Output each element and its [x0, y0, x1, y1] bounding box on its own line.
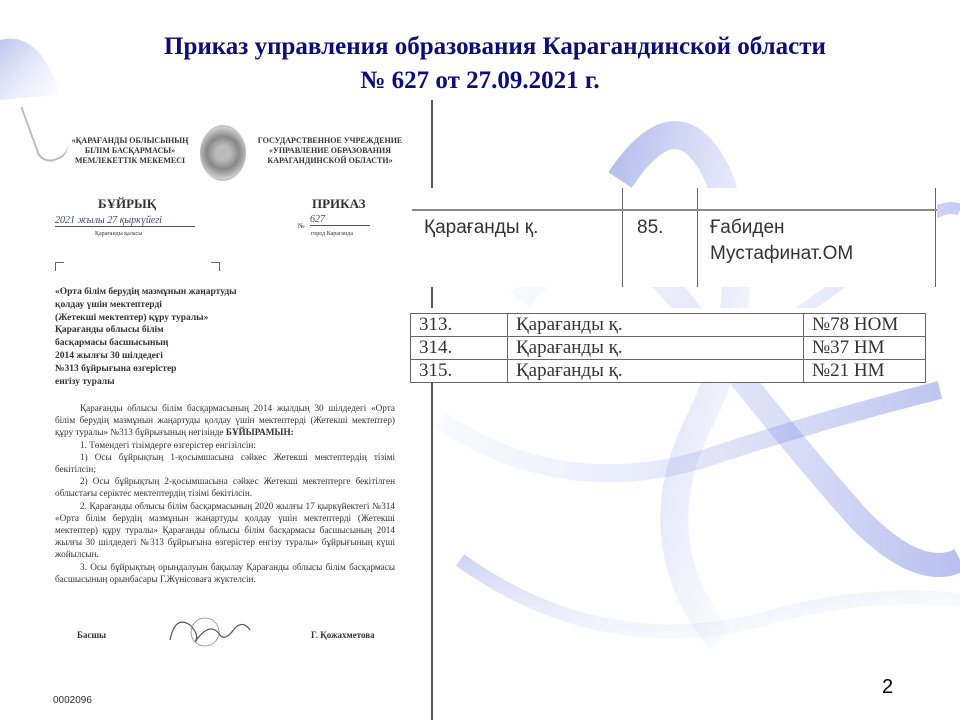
cell-school: №37 НМ: [804, 337, 926, 360]
order-date: 2021 жылы 27 қыркүйегі: [55, 215, 195, 227]
cell-school: [710, 215, 853, 267]
city-ru: город Караганда: [311, 231, 353, 237]
cell-city: Қарағанды қ.: [508, 314, 804, 337]
school-name-line: Мустафинат.ОМ: [710, 243, 854, 264]
subject-line: 2014 жылғы 30 шілдедегі: [55, 350, 163, 361]
table-row: [411, 337, 926, 360]
header-kz-line: БІЛІМ БАСҚАРМАСЫ»: [84, 146, 176, 155]
cell-number: 314.: [411, 337, 508, 360]
school-name-line: Ғабиден: [710, 217, 785, 238]
cell-school: №21 НМ: [804, 360, 926, 383]
slide-title-line2: № 627 от 27.09.2021 г.: [360, 67, 600, 94]
number-prefix: №: [298, 222, 305, 230]
subject-line: «Орта білім берудің мазмұнын жаңартуды: [55, 287, 237, 297]
table-row: [412, 209, 937, 289]
scanned-order-document: [15, 100, 430, 720]
cell-number: 313.: [411, 314, 508, 337]
subject-line: №313 бұйрығына өзгерістер: [55, 363, 177, 374]
bracket-corner: [55, 262, 64, 271]
order-number: 627: [310, 214, 370, 226]
header-ru-line: «УПРАВЛЕНИЕ ОБРАЗОВАНИЯ: [268, 146, 392, 155]
signature-icon: [165, 610, 255, 650]
header-ru-line: КАРАГАНДИНСКОЙ ОБЛАСТИ»: [267, 156, 393, 165]
subject-line: енгізу туралы: [55, 376, 115, 387]
order-body: [55, 402, 395, 585]
paragraph: 1. Төмендегі тізімдерге өзгерістер енгізілсін:: [80, 439, 256, 450]
subject-line: басқармасы басшысының: [55, 338, 169, 349]
header-ru: [255, 136, 405, 166]
slide-page-number: 2: [882, 676, 894, 698]
table-excerpt-leading-school: [412, 188, 937, 287]
document-serial-number: 0002096: [53, 695, 92, 706]
cell-city: Қарағанды қ.: [424, 217, 539, 238]
bracket-corner: [211, 262, 220, 271]
header-ru-line: ГОСУДАРСТВЕННОЕ УЧРЕЖДЕНИЕ: [257, 136, 403, 145]
table-row: [411, 314, 926, 337]
subject-line: Қарағанды облысы білім: [55, 325, 164, 336]
table-row: [411, 360, 926, 383]
order-ru-heading: ПРИКАЗ: [312, 196, 366, 211]
paragraph: 1) Осы бұйрықтың 1-қосымшасына сәйкес Жетекші мектептердің тізімі бекітілсін;: [55, 451, 395, 475]
city-kz: Қарағанды қаласы: [95, 231, 143, 237]
paperclip-icon: [20, 96, 71, 165]
header-kz: [70, 136, 190, 166]
cell-number: 315.: [411, 360, 508, 383]
order-kz-heading: БҰЙРЫҚ: [98, 196, 157, 211]
cell-school: №78 НОМ: [804, 314, 926, 337]
cell-number: 85.: [637, 217, 664, 238]
cell-city: Қарағанды қ.: [508, 360, 804, 383]
slide-title-line1: Приказ управления образования Карагандинской области: [164, 33, 826, 60]
subject-line: қолдау үшін мектептерді: [55, 299, 162, 310]
header-kz-line: «ҚАРАҒАНДЫ ОБЛЫСЫНЫҢ: [71, 136, 189, 145]
cell-city: Қарағанды қ.: [508, 337, 804, 360]
subject-line: (Жетекші мектептер) құру туралы»: [55, 312, 209, 323]
paragraph: 2. Қарағанды облысы білім басқармасының 2020 жылғы 17 қыркүйектегі №314 «Орта білім берудің мазмұнын жаңартуды қолдау үшін мектептерді (Жетекші мектептер) құру туралы» Қарағанды облысы білім басқармасы басшысының 2014 жылғы 30 шілдедегі №313 бұйрығына өзгерістер енгізу туралы» бұйрығының күші жойылсын.: [55, 500, 395, 560]
signer-name: Г. Қожахметова: [311, 630, 375, 640]
signer-title: Басшы: [77, 630, 107, 640]
state-emblem-icon: [200, 125, 246, 181]
command-word: БҰЙЫРАМЫН:: [225, 427, 294, 438]
paragraph: 3. Осы бұйрықтың орындалуын бақылау Қарағанды облысы білім басқармасы басшысының орынбасары Г.Жүнісоваға жүктелсін.: [55, 561, 395, 584]
paragraph: Қарағанды облысы білім басқармасының 2014 жылдың 30 шілдедегі «Орта білім берудің мазмұнын жаңартуды қолдау үшін мектептерді (Жетекші мектептер) құру туралы» №313 бұйрығының негізінде: [55, 403, 395, 438]
order-subject: [55, 286, 237, 388]
table-excerpt-partner-schools: [407, 308, 926, 383]
header-kz-line: МЕМЛЕКЕТТІК МЕКЕМЕСІ: [74, 156, 186, 165]
paragraph: 2) Осы бұйрықтың 2-қосымшасына сәйкес Жетекші мектептерге бекітілген облыстағы серіктес мектептердің тізімі бекітілсін.: [55, 476, 395, 499]
